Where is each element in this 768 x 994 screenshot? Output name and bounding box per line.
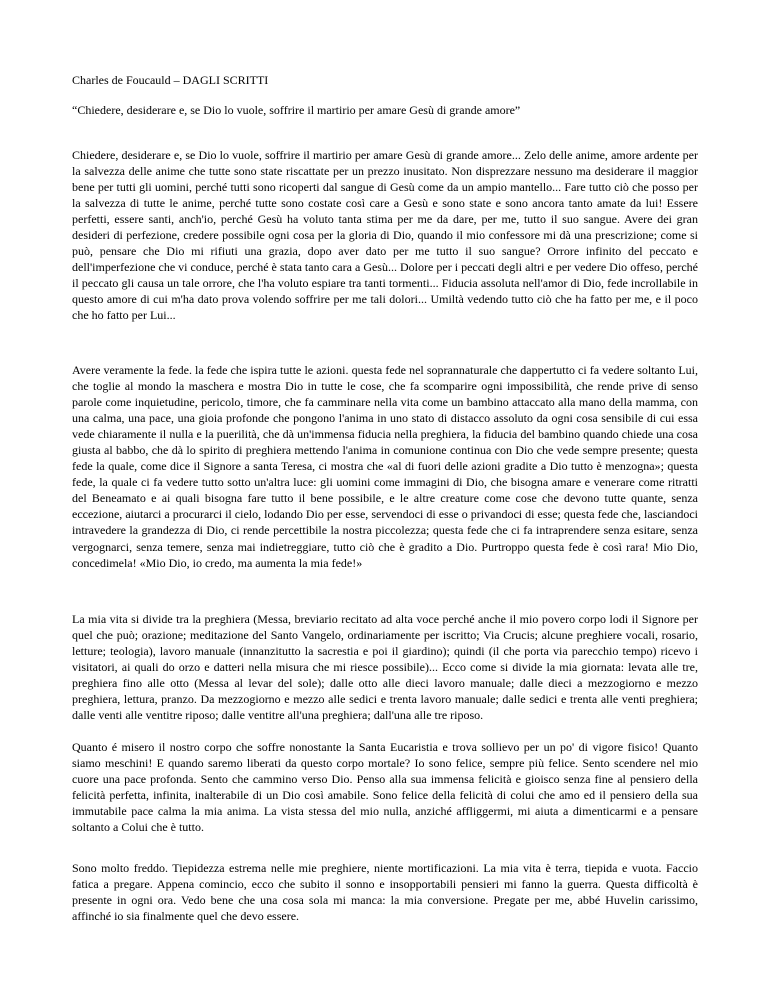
paragraph-1: Chiedere, desiderare e, se Dio lo vuole, soffrire il martirio per amare Gesù di grande amore... Zelo delle anime, amore ardente per la salvezza delle anime che tutte sono state riscattate per un prezzo inusitato. Non disprezzare nessuno ma desiderare il maggior bene per tutti gli uomini, perché tutti sono ricoperti dal sangue di Gesù come da un ampio mantello... Fare tutto ciò che posso per la salvezza di tutte le anime, perché tutte sono costate così care a Gesù e sono state e sono ancora tanto amate da lui! Essere perfetti, essere santi, anch'io, perché Gesù ha voluto tanta stima per me da dare, per me, tutto il suo sangue. Avere dei gran desideri di perfezione, credere possibile ogni cosa per la gloria di Dio, quando il mio confessore mi dà una prescrizione; come si può, pensare che Dio mi rifiuti una grazia, dopo aver dato per me tutto il suo sangue? Orrore infinito del peccato e dell'imperfezione che vi conduce, perché è stata tanto cara a Gesù... Dolore per i peccati degli altri e per vedere Dio offeso, perché il peccato gli causa un tale orrore, che l'ha voluto espiare tra tanti tormenti... Fiducia assoluta nell'amor di Dio, fede incrollabile in questo amore di cui m'ha dato prova volendo soffrire per me tali dolori... Umiltà vedendo tutto ciò che ha fatto per me, e il poco che ho fatto per Lui...	[72, 148, 698, 323]
paragraph-2: Avere veramente la fede. la fede che ispira tutte le azioni. questa fede nel soprannaturale che dappertutto ci fa vedere soltanto Lui, che toglie al mondo la maschera e mostra Dio in tutte le cose, che fa scomparire ogni impossibilità, che rende prive di senso parole come inquietudine, pericolo, timore, che fa camminare nella vita come un bambino attaccato alla mano della mamma, con una calma, una pace, una gioia profonde che pongono l'anima in uno stato di distacco assoluto da ogni cosa sensibile di cui essa vede chiaramente il nulla e la puerilità, che dà un'immensa fiducia nella preghiera, la fiducia del bambino quando chiede una cosa giusta al babbo, che dà lo spirito di preghiera mettendo l'anima in comunione continua con Dio che vede sempre presente; questa fede la quale, come dice il Signore a santa Teresa, ci mostra che «al di fuori delle azioni gradite a Dio tutto è menzogna»; questa fede, la quale ci fa vedere tutto sotto un'altra luce: gli uomini come immagini di Dio, che bisogna amare e venerare come ritratti del Beneamato e ai quali bisogna fare tutto il bene possibile, e le altre creature come cose che devono tutte quante, senza eccezione, aiutarci a procurarci il cielo, lodando Dio per esse, servendoci di esse o privandoci di esse; questa fede che, lasciandoci intravedere la grandezza di Dio, ci rende percettibile la nostra piccolezza; questa fede che ci fa intraprendere senza esitare, senza vergognarci, senza temere, senza mai indietreggiare, tutto ciò che è gradito a Dio. Purtroppo questa fede è così rara! Mio Dio, concedimela! «Mio Dio, io credo, ma aumenta la mia fede!»	[72, 363, 698, 570]
paragraph-5: Sono molto freddo. Tiepidezza estrema nelle mie preghiere, niente mortificazioni. La mia vita è terra, tiepida e vuota. Faccio fatica a pregare. Appena comincio, ecco che subito il sonno e insopportabili pensieri mi fanno la guerra. Questa difficoltà è presente in ogni ora. Vedo bene che una cosa sola mi manca: la mia conversione. Pregate per me, abbé Huvelin carissimo, affinché io sia finalmente quel che devo essere.	[72, 861, 698, 924]
document-quote-title: “Chiedere, desiderare e, se Dio lo vuole, soffrire il martirio per amare Gesù di grande amore”	[72, 103, 521, 117]
paragraph-3: La mia vita si divide tra la preghiera (Messa, breviario recitato ad alta voce perché anche il mio povero corpo lodi il Signore per quel che può; orazione; meditazione del Santo Vangelo, ordinariamente per iscritto; Via Crucis; alcune preghiere vocali, rosario, letture; teologia), lavoro manuale (innanzitutto la sacrestia e poi il giardino); quindi (il che porta via parecchio tempo) ricevo i visitatori, ai quali do orzo e datteri nella misura che mi riesce possibile)... Ecco come si divide la mia giornata: levata alle tre, preghiera fino alle otto (Messa al levar del sole); dalle otto alle dieci lavoro manuale; dalle dieci a mezzogiorno e mezzo preghiera, lettura, pranzo. Da mezzogiorno e mezzo alle sedici e trenta lavoro manuale; dalle sedici e trenta alle venti preghiera; dalle venti alle ventitre riposo; dalle ventitre all'una preghiera; dall'una alle tre riposo.	[72, 612, 698, 723]
document-header: Charles de Foucauld – DAGLI SCRITTI	[72, 73, 269, 87]
paragraph-4: Quanto é misero il nostro corpo che soffre nonostante la Santa Eucaristia e trova sollievo per un po' di vigore fisico! Quanto siamo meschini! E quando saremo liberati da questo corpo mortale? Io sono felice, sempre più felice. Sento scendere nel mio cuore una pace profonda. Sento che cammino verso Dio. Penso alla sua immensa felicità e gioisco senza fine al pensiero della felicità perfetta, infinita, inalterabile di un Dio così amabile. Sono felice della felicità di colui che amo ed il pensiero della sua immutabile pace calma la mia anima. La vista stessa del mio nulla, anziché affliggermi, mi aiuta a dimenticarmi e a pensare soltanto a Colui che è tutto.	[72, 740, 698, 835]
